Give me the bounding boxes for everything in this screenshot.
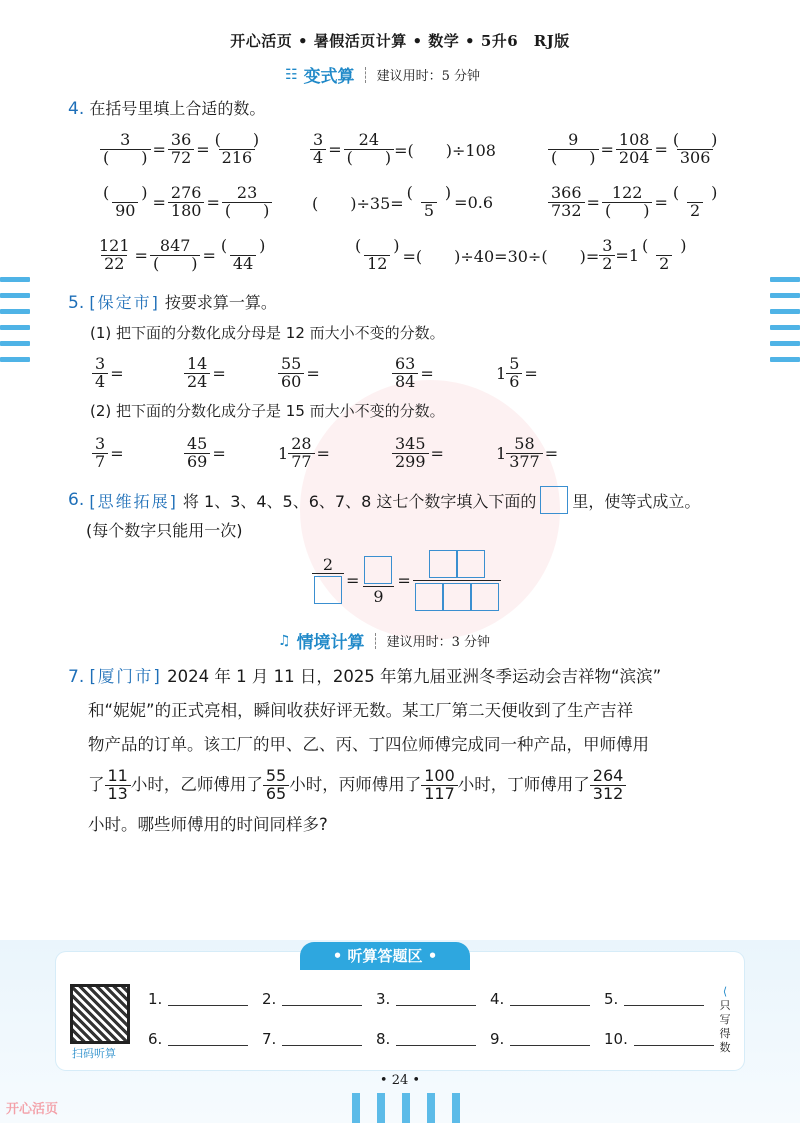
- digit-box[interactable]: [443, 583, 471, 611]
- digit-box[interactable]: [415, 583, 443, 611]
- answer-slot[interactable]: 9.: [490, 1030, 590, 1048]
- right-side-bars: [770, 277, 800, 373]
- qr-code-icon[interactable]: [70, 984, 130, 1044]
- side-note: [718, 985, 732, 1055]
- q6-note: (每个数字只能用一次): [86, 521, 243, 540]
- bell-icon: ♫: [278, 632, 291, 649]
- fraction-item: 1 $\frac{5}{6}$ =: [496, 354, 538, 391]
- q5-part1-items: [92, 356, 692, 396]
- answer-slot[interactable]: 4.: [490, 990, 590, 1008]
- answer-slot[interactable]: 3.: [376, 990, 476, 1008]
- q4-r3b: $\frac{( )}{12}$ =( )÷40=30÷( )= $\frac{3}{2}$ =1 $\frac{( )}{2}$: [355, 236, 687, 273]
- fraction-item: $\frac{345}{299}$ =: [392, 436, 446, 471]
- fraction-item: $\frac{3}{4}$ =: [92, 356, 126, 391]
- q4-r2a: $\frac{( )}{90}$ = $\frac{276}{180}$ = $\frac{23}{( )}$: [100, 185, 272, 220]
- digit-box[interactable]: [429, 550, 457, 578]
- region-tag: [保定市]: [89, 293, 160, 312]
- q4-r2c: $\frac{366}{732}$ = $\frac{122}{( )}$ = $\frac{( )}{2}$: [548, 185, 720, 220]
- fraction-item: 1 $\frac{58}{377}$ =: [496, 434, 559, 471]
- q5-part1: (1) 把下面的分数化成分母是 12 而大小不变的分数。: [90, 324, 445, 342]
- digit-box[interactable]: [471, 583, 499, 611]
- question-4: 4. 在括号里填上合适的数。: [68, 99, 266, 119]
- answer-area-tab: • 听算答题区 •: [300, 942, 470, 970]
- section-hint: 建议用时：5 分钟: [376, 69, 480, 84]
- question-4-text: 在括号里填上合适的数。: [89, 99, 266, 118]
- page-number: • 24 •: [379, 1073, 421, 1088]
- question-6: 6. [思维拓展] 将 1、3、4、5、6、7、8 这七个数字填入下面的 里，使等式成立。: [68, 486, 700, 514]
- answer-slot[interactable]: 1.: [148, 990, 248, 1008]
- section-title-context: ♫ 情境计算 建议用时：3 分钟: [278, 632, 490, 653]
- brand-logo: 开心活页: [6, 1102, 59, 1117]
- answer-slot[interactable]: 7.: [262, 1030, 362, 1048]
- answer-slot[interactable]: 10.: [604, 1030, 714, 1048]
- side-note-text: 只写得数: [719, 999, 731, 1054]
- fraction-item: $\frac{14}{24}$ =: [184, 356, 228, 391]
- q4-r1b: $\frac{3}{4}$ = $\frac{24}{( )}$ =( )÷108: [310, 132, 496, 167]
- answer-slot[interactable]: 6.: [148, 1030, 248, 1048]
- answer-box-sample: [540, 486, 568, 514]
- fraction-item: $\frac{55}{60}$ =: [278, 356, 322, 391]
- q4-r2b: ( )÷35= $\frac{( )}{5}$ =0.6: [312, 183, 494, 220]
- digit-box[interactable]: [364, 556, 392, 584]
- fraction-item: $\frac{3}{7}$ =: [92, 436, 126, 471]
- q5-part2-items: [92, 436, 692, 476]
- fraction-item: 1 $\frac{28}{77}$ =: [278, 434, 330, 471]
- arrow-icon: ⟨: [722, 985, 728, 998]
- section-name: 变式算: [303, 67, 355, 87]
- section-title-variant: [285, 62, 480, 87]
- digit-box[interactable]: [457, 550, 485, 578]
- left-side-bars: [0, 277, 30, 373]
- q6-equation: 2 = 9 =: [312, 550, 501, 611]
- q4-r3a: $\frac{121}{22}$ = $\frac{847}{( )}$ = $\frac{( )}{44}$: [99, 236, 266, 273]
- question-7: 7. [厦门市] 2024 年 1 月 11 日，2025 年第九届亚洲冬季运动会吉祥物“滨滨” 和“妮妮”的正式亮相，瞬间收获好评无数。某工厂第二天便收到了生产吉祥 物产品的订单。该工厂的甲、乙、丙、丁四位师傅完成同一种产品，甲师傅用 了 $\frac{11}{13}$ 小时，乙师傅用了 $\frac{55}{65}$ 小时，丙师傅用了 $\frac{100}{117}$ 小时，丁师傅用了 $\frac{264}{312}$ 小时。哪些师傅用的时间同样多?: [68, 667, 662, 834]
- q4-r1a: $\frac{3}{( )}$ = $\frac{36}{72}$ = $\frac{( )}{216}$: [100, 132, 262, 167]
- digit-box[interactable]: [314, 576, 342, 604]
- answer-slot[interactable]: 5.: [604, 990, 704, 1008]
- settings-icon: ☷: [285, 66, 298, 83]
- question-5: 5. [保定市] 按要求算一算。: [68, 293, 277, 313]
- answer-slot[interactable]: 8.: [376, 1030, 476, 1048]
- qr-label: 扫码听算: [72, 1047, 116, 1060]
- q4-r1c: $\frac{9}{( )}$ = $\frac{108}{204}$ = $\frac{( )}{306}$: [548, 132, 720, 167]
- fraction-item: $\frac{63}{84}$ =: [392, 356, 436, 391]
- fraction-item: $\frac{45}{69}$ =: [184, 436, 228, 471]
- q5-part2: (2) 把下面的分数化成分子是 15 而大小不变的分数。: [90, 402, 445, 420]
- answer-slot[interactable]: 2.: [262, 990, 362, 1008]
- page-header: 开心活页 • 暑假活页计算 • 数学 • 5升6 RJ版: [230, 32, 570, 50]
